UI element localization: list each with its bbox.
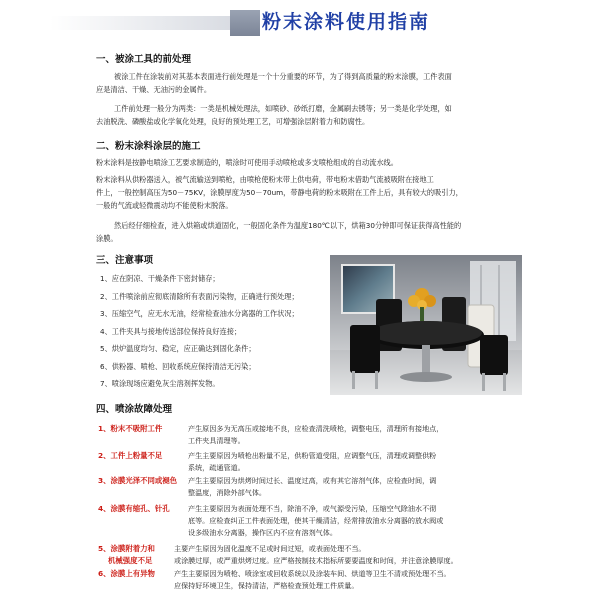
header-fade-decoration [50,16,250,30]
fault-line: 产生主要原因为喷枪出粉量不足，供粉管道受阻，应调整气压，清理或调整供粉 [188,451,437,460]
fault-description [188,423,443,447]
paragraph-line: 被涂工件在涂装前对其基本表面进行前处理是一个十分重要的环节，为了得到高质量的粉末涂膜，工件表面 [114,72,452,81]
fault-label-continuation: 机械强度不足 [108,556,153,565]
fault-description [188,475,436,499]
fault-line: 产生主要原因为喷枪、喷涂室或回收系统以及涂装车间、烘道等卫生不清或预处理不当。 [174,569,451,578]
section-2-paragraph-2 [96,173,463,212]
precaution-item: 5、烘炉温度均匀、稳定，应正确达到固化条件； [100,344,256,353]
fault-description [188,503,443,539]
header-banner [0,4,600,34]
paragraph-line: 粉末涂料是按静电喷涂工艺要求制造的，喷涂时可使用手动喷枪或多支喷枪组成的自动流水线。 [96,158,398,167]
fault-line: 底等。应检查纠正工件表面处理，使其干燥清洁，经常排放油水分离器的放水阀或 [188,516,444,525]
dining-set-photo [330,255,522,395]
paragraph-line: 然后经仔细检查，进入烘箱或烘道固化，一般固化条件为温度180℃以下，烘箱30分钟即可保证获得高性能的 [114,221,462,230]
fault-line: 应保持好环境卫生，保持清洁，严格检查预处理工件质量。 [174,581,359,590]
section-1-paragraph-2 [96,102,452,128]
section-2-paragraph-3 [96,219,461,245]
fault-label: 6、涂膜上有异物 [98,569,155,578]
fault-line: 整温度，消除外部气体。 [188,488,267,497]
fault-label: 4、涂膜有缩孔、针孔 [98,504,170,513]
fault-line: 设多级油水分离器，操作区内不应有溶剂气体。 [188,528,337,537]
paragraph-line: 一般的气流或轻微震动均不能使粉末脱落。 [96,201,233,210]
precaution-item: 4、工件夹具与接地传送部位保持良好连接； [100,327,242,336]
paragraph-line: 去油脱洗、磷酸盐或化学氧化处理，良好的预处理工艺，可增强涂层附着力和防腐性。 [96,117,370,126]
fault-line: 主要产生原因为固化温度不足或时间过短，或表面处理不当。 [174,544,366,553]
paragraph-line: 工件前处理一般分为两类：一类是机械处理法，如喷砂、砂纸打磨，金属刷去锈等；另一类是化学处理，如 [114,104,452,113]
section-2-paragraph-1 [96,156,398,169]
fault-description [174,568,451,592]
dining-set-illustration [330,255,522,395]
fault-label: 5、涂膜附着力和 [98,544,155,553]
paragraph-line: 涂膜。 [96,234,118,243]
fault-line: 产生主要原因为烘烤时间过长、温度过高，或有其它溶剂气体，应检查时间，调 [188,476,437,485]
precaution-item: 6、供粉器、喷枪、回收系统应保持清洁无污染； [100,362,256,371]
paragraph-line: 粉末涂料从供粉器送入，被气流输送到喷枪，由喷枪使粉末带上供电荷，带电粉末借助气流被吸附在接地工 [96,175,434,184]
header-block-decoration [230,10,260,36]
paragraph-line: 件上，一般控制高压为50－75KV，涂膜厚度为50－70um，带静电荷的粉末吸附在工件上后，具有较大的吸引力， [96,188,463,197]
precaution-item: 1、应在阴凉、干燥条件下密封储存； [100,274,220,283]
precaution-item: 3、压缩空气，应无水无油，经常检查油水分离器的工作状况； [100,309,299,318]
section-1-paragraph-1 [96,70,452,96]
fault-description [188,450,436,474]
fault-label: 1、粉末不吸附工件 [98,424,163,433]
fault-line: 工件夹具清理等。 [188,436,245,445]
page-title: 粉末涂料使用指南 [262,11,431,33]
fault-label: 3、涂膜光泽不同或褪色 [98,476,178,485]
fault-label: 2、工件上粉量不足 [98,451,163,460]
fault-line: 或涂膜过厚，或严重烘烤过度。应严格按制技术指标所要要温度和时间，并注意涂膜厚度。 [174,556,458,565]
paragraph-line: 应是清洁、干燥、无油污的金属件。 [96,85,212,94]
section-4-heading: 四、喷涂故障处理 [96,404,173,415]
fault-description [174,543,458,567]
section-2-heading: 二、粉末涂料涂层的施工 [96,141,201,152]
section-3-heading: 三、注意事项 [96,255,154,266]
section-1-heading: 一、被涂工具的前处理 [96,54,192,65]
precaution-item: 7、喷涂现场应避免灰尘溶剂挥发物。 [100,379,220,388]
fault-line: 产生原因多为无高压或接地不良，应检查清洗喷枪，调整电压，清理所有接地点， [188,424,444,433]
fault-line: 产生主要原因为表面处理不当，除油不净，或气源受污染，压缩空气除油水不彻 [188,504,437,513]
fault-line: 系统，疏通管道。 [188,463,245,472]
precaution-item: 2、工件喷涂前应彻底清除所有表面污染物，正确进行预处理； [100,292,299,301]
